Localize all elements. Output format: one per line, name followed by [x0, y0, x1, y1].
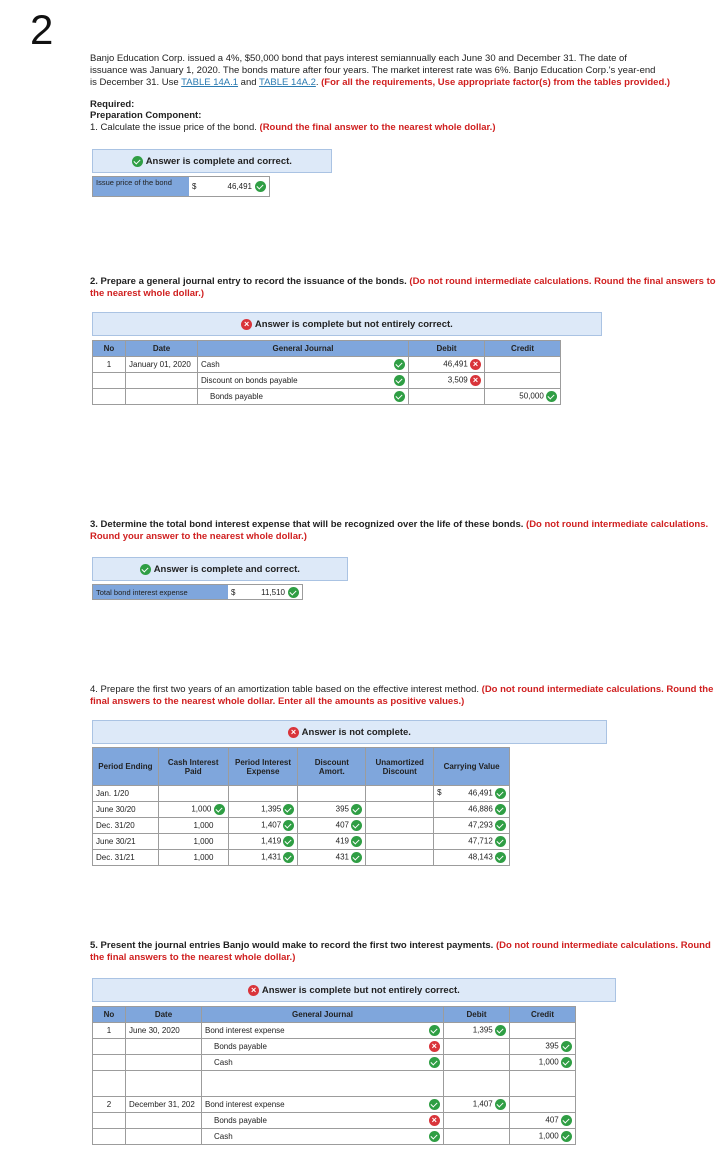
col-debit: Debit: [409, 341, 485, 357]
table-row: 1 January 01, 2020 Cash 46,491 ×: [93, 357, 561, 373]
check-icon: [561, 1057, 572, 1068]
col-unamortized-discount: Unamortized Discount: [366, 748, 434, 786]
check-icon: [214, 804, 225, 815]
table-row: Cash 1,000: [93, 1129, 576, 1145]
check-icon: [429, 1025, 440, 1036]
x-icon: [429, 1041, 440, 1052]
prep-heading: Preparation Component:: [90, 110, 202, 121]
col-general-journal: General Journal: [202, 1007, 444, 1023]
q3-answer-row: [92, 584, 303, 600]
check-icon: [283, 836, 294, 847]
carrying-cell[interactable]: $ 46,491: [434, 786, 510, 802]
account-cell[interactable]: Discount on bonds payable: [198, 373, 391, 389]
account-cell[interactable]: Cash: [202, 1055, 426, 1071]
col-period-interest: Period Interest Expense: [228, 748, 298, 786]
table-row: [93, 389, 561, 405]
check-icon: [561, 1131, 572, 1142]
table-row: June 30/21 1,000 1,419 419 47,712: [93, 834, 510, 850]
check-icon: [132, 156, 143, 167]
problem-line-2: issuance was January 1, 2020. The bonds mature after four years. The market interest rate was 6%. Banjo Education Corp.'s year-end: [90, 65, 656, 76]
check-icon: [495, 836, 506, 847]
account-cell[interactable]: Bonds payable: [202, 1039, 426, 1055]
q2-result-banner: × Answer is complete but not entirely correct.: [92, 312, 602, 336]
account-cell[interactable]: Bonds payable: [198, 389, 391, 405]
col-general-journal: General Journal: [198, 341, 409, 357]
check-icon: [394, 375, 405, 386]
check-icon: [351, 836, 362, 847]
check-icon: [351, 852, 362, 863]
check-icon: [495, 788, 506, 799]
problem-statement: [90, 53, 720, 89]
check-icon: [495, 1025, 506, 1036]
debit-cell[interactable]: [409, 389, 485, 405]
col-cash-interest: Cash Interest Paid: [158, 748, 228, 786]
account-cell[interactable]: Bonds payable: [202, 1113, 426, 1129]
table-row: 1 June 30, 2020 Bond interest expense 1,395: [93, 1023, 576, 1039]
x-icon: [470, 359, 481, 370]
col-credit: Credit: [485, 341, 561, 357]
table-14a2-link[interactable]: TABLE 14A.2: [259, 77, 316, 88]
q1-result-banner: Answer is complete and correct.: [92, 149, 332, 173]
q5-text: 5. Present the journal entries Banjo would make to record the first two interest payments. (Do not round intermediate calculations. Round the final answers to the nearest whole dollar.): [90, 940, 711, 963]
table-row: Jan. 1/20 $ 46,491: [93, 786, 510, 802]
question-number: 2: [30, 6, 54, 53]
x-icon: [470, 375, 481, 386]
account-cell[interactable]: Bond interest expense: [202, 1097, 426, 1113]
col-no: No: [93, 341, 126, 357]
table-14a1-link[interactable]: TABLE 14A.1: [181, 77, 239, 88]
q2-text: 2. Prepare a general journal entry to record the issuance of the bonds. (Do not round intermediate calculations. Round the final answers to the nearest whole dollar.): [90, 276, 716, 299]
table-row: 2 December 31, 202 Bond interest expense 1,407: [93, 1097, 576, 1113]
check-icon: [283, 852, 294, 863]
issue-price-input[interactable]: $ 46,491: [189, 177, 255, 196]
check-icon: [351, 820, 362, 831]
account-cell[interactable]: Bond interest expense: [202, 1023, 426, 1039]
col-no: No: [93, 1007, 126, 1023]
check-icon: [288, 587, 299, 598]
credit-cell[interactable]: [485, 357, 561, 373]
amortization-table: [92, 747, 510, 866]
col-date: Date: [126, 1007, 202, 1023]
check-icon: [495, 1099, 506, 1110]
check-icon: [429, 1131, 440, 1142]
issue-price-label: Issue price of the bond: [93, 177, 189, 196]
col-debit: Debit: [444, 1007, 510, 1023]
table-row: Dec. 31/21 1,000 1,431 431 48,143: [93, 850, 510, 866]
col-credit: Credit: [510, 1007, 576, 1023]
table-row: Bonds payable × 395: [93, 1039, 576, 1055]
required-heading: Required:: [90, 99, 135, 110]
total-interest-input[interactable]: $ 11,510: [231, 587, 285, 597]
credit-cell[interactable]: [485, 373, 561, 389]
table-row: [93, 1071, 576, 1097]
q1-text: 1. Calculate the issue price of the bond. (Round the final answer to the nearest whole dollar.): [90, 122, 496, 133]
table-row: [93, 373, 561, 389]
check-icon: [283, 804, 294, 815]
q4-result-banner: × Answer is not complete.: [92, 720, 607, 744]
table-row: Bonds payable × 407: [93, 1113, 576, 1129]
col-period-ending: Period Ending: [93, 748, 159, 786]
problem-line-3: is December 31. Use TABLE 14A.1 and TABLE 14A.2. (For all the requirements, Use appropriate factor(s) from the tables provided.): [90, 77, 671, 88]
q2-journal-table: [92, 340, 561, 405]
col-date: Date: [126, 341, 198, 357]
check-icon: [429, 1099, 440, 1110]
x-icon: [241, 319, 252, 330]
q3-result-banner: Answer is complete and correct.: [92, 557, 348, 581]
check-icon: [495, 852, 506, 863]
account-cell[interactable]: Cash: [198, 357, 391, 373]
account-cell[interactable]: Cash: [202, 1129, 426, 1145]
table-row: Cash 1,000: [93, 1055, 576, 1071]
col-carrying-value: Carrying Value: [434, 748, 510, 786]
x-icon: [288, 727, 299, 738]
check-icon: [495, 820, 506, 831]
check-icon: [255, 181, 266, 192]
check-icon: [495, 804, 506, 815]
check-icon: [351, 804, 362, 815]
problem-line-1: Banjo Education Corp. issued a 4%, $50,000 bond that pays interest semiannually each June 30 and December 31. The date of: [90, 53, 627, 64]
check-icon: [394, 391, 405, 402]
check-icon: [561, 1041, 572, 1052]
debit-cell[interactable]: 3,509 ×: [409, 373, 485, 389]
check-icon: [546, 391, 557, 402]
x-icon: [429, 1115, 440, 1126]
check-icon: [283, 820, 294, 831]
total-interest-label: Total bond interest expense: [93, 585, 228, 599]
col-discount-amort: Discount Amort.: [298, 748, 366, 786]
check-icon: [394, 359, 405, 370]
table-row: Dec. 31/20 1,000 1,407 407 47,293: [93, 818, 510, 834]
check-icon: [140, 564, 151, 575]
x-icon: [248, 985, 259, 996]
q5-journal-table: [92, 1006, 576, 1145]
table-row: June 30/20 1,000 1,395 395 46,886: [93, 802, 510, 818]
check-icon: [561, 1115, 572, 1126]
q3-text: 3. Determine the total bond interest expense that will be recognized over the life of these bonds. (Do not round intermediate calculations. Round your answer to the nearest whole dollar.): [90, 519, 709, 542]
check-icon: [429, 1057, 440, 1068]
q4-text: 4. Prepare the first two years of an amortization table based on the effective interest method. (Do not round intermediate calculations. Round the final answers to the nearest whole dollar. Enter all the amounts as positive values.): [90, 684, 714, 707]
q1-answer-row: [92, 176, 270, 197]
q5-result-banner: × Answer is complete but not entirely correct.: [92, 978, 616, 1002]
debit-cell[interactable]: 46,491 ×: [409, 357, 485, 373]
credit-cell[interactable]: 50,000: [485, 389, 561, 405]
